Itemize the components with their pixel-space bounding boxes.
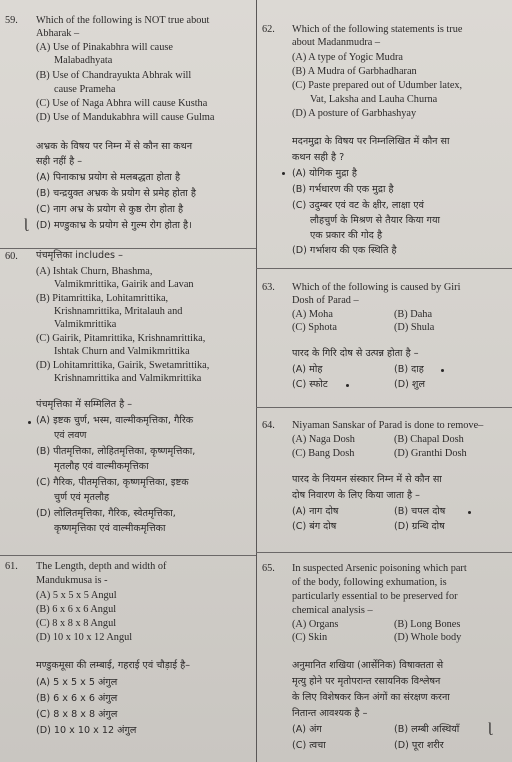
- q65-stem-line1: In suspected Arsenic poisoning which part: [292, 563, 467, 574]
- q63-option-b: (B) Daha: [394, 309, 433, 320]
- q64-hindi-option-d: (D) ग्रन्थि दोष: [394, 521, 445, 532]
- q65-stem-line2: of the body, following exhumation, is: [292, 577, 447, 588]
- q62-hindi-option-c-line3: एक प्रकार की गोद है: [310, 230, 383, 241]
- pencil-tick-mark: ɭ: [488, 721, 492, 736]
- q60-option-a-line2: Valmikmrittika, Gairik and Lavan: [54, 279, 194, 290]
- q59-option-a-line2: Malabadhyata: [54, 55, 113, 66]
- q60-option-d-line2: Krishnamrittika and Valmikmrittika: [54, 373, 202, 384]
- pencil-dot-mark: [28, 421, 31, 424]
- pencil-dot-mark: [346, 384, 349, 387]
- q65-stem-line4: chemical analysis –: [292, 605, 373, 616]
- q63-hindi-stem: पारद के गिरि दोष से उत्पन्न होता है –: [292, 348, 419, 359]
- q64-hindi-option-c: (C) बंग दोष: [292, 521, 337, 532]
- q65-hindi-stem-line1: अनुमानित शखिया (आर्सेनिक) विषाक्तता से: [292, 660, 444, 671]
- q60-hindi-stem: पंचमृत्तिका में सम्मिलित है –: [36, 399, 133, 410]
- q65-hindi-option-a: (A) अंग: [292, 724, 322, 735]
- pencil-dot-mark: [468, 511, 471, 514]
- q60-hindi-option-a-line1: (A) इष्टक चुर्ण, भस्म, वाल्मीकमृत्तिका, गैरिक: [36, 415, 194, 426]
- q61-hindi-option-a: (A) 5 x 5 x 5 अंगुल: [36, 677, 118, 688]
- q60-option-c-line2: Ishtak Churn and Valmikmrittika: [54, 346, 190, 357]
- q65-hindi-stem-line2: मृत्यु होने पर मृतोपरान्त रसायनिक विश्लेषन: [292, 676, 441, 687]
- q62-stem-line1: Which of the following statements is true: [292, 24, 463, 35]
- q63-hindi-option-a: (A) मोह: [292, 364, 323, 375]
- q62-number: 62.: [262, 24, 275, 35]
- q60-hindi-option-c-line2: चुर्ण एवं मृतलौह: [54, 492, 110, 503]
- q62-option-b: (B) A Mudra of Garbhadharan: [292, 66, 417, 77]
- q65-hindi-option-c: (C) त्वचा: [292, 740, 326, 751]
- q59-option-d: (D) Use of Mandukabhra will cause Gulma: [36, 112, 215, 123]
- q65-hindi-stem-line3: के लिए विशेषकर किन अंगों का संरक्षण करना: [292, 692, 450, 703]
- q60-stem: पंचमृत्तिका includes –: [36, 250, 123, 261]
- q62-hindi-stem-line1: मदनमुद्रा के विषय पर निम्नलिखित में कौन सा: [292, 136, 450, 147]
- q64-hindi-stem-line2: दोष निवारण के लिए किया जाता है –: [292, 490, 420, 501]
- q62-hindi-option-b: (B) गर्भधारण की एक मुद्रा है: [292, 184, 394, 195]
- q65-hindi-option-b: (B) लम्बी अस्थियाँ: [394, 724, 460, 735]
- q61-option-a: (A) 5 x 5 x 5 Angul: [36, 590, 117, 601]
- q63-stem-line1: Which of the following is caused by Giri: [292, 282, 461, 293]
- q64-stem: Niyaman Sanskar of Parad is done to remove–: [292, 420, 484, 431]
- q62-stem-line2: about Madanmudra –: [292, 37, 381, 48]
- q62-hindi-stem-line2: कथन सही है ?: [292, 152, 345, 163]
- q60-hindi-option-c-line1: (C) गैरिक, पीतमृत्तिका, कृष्णमृत्तिका, इष्टक: [36, 477, 189, 488]
- q65-hindi-option-d: (D) पूरा शरीर: [394, 740, 444, 751]
- q61-stem-line2: Mandukmusa is -: [36, 575, 108, 586]
- pencil-dot-mark: [282, 172, 285, 175]
- q62-hindi-option-a: (A) योगिक मुद्रा है: [292, 168, 357, 179]
- q64-number: 64.: [262, 420, 275, 431]
- q62-hindi-option-c-line1: (C) उदुम्बर एवं वट के क्षीर, लाक्षा एवं: [292, 200, 424, 211]
- q61-hindi-option-d: (D) 10 x 10 x 12 अंगुल: [36, 725, 137, 736]
- q60-hindi-option-b-line2: मृतलौह एवं वाल्मीकमृत्तिका: [54, 461, 149, 472]
- q62-option-d: (D) A posture of Garbhashyay: [292, 108, 417, 119]
- q65-option-c: (C) Skin: [292, 632, 328, 643]
- separator-63-64: [256, 407, 512, 408]
- q60-option-d-line1: (D) Lohitamrittika, Gairik, Swetamrittika,: [36, 360, 210, 371]
- q59-stem-line2: Abharak –: [36, 28, 80, 39]
- q59-option-b-line2: cause Prameha: [54, 84, 116, 95]
- q59-option-b-line1: (B) Use of Chandrayukta Abhrak will: [36, 70, 192, 81]
- q60-hindi-option-d-line1: (D) लोलितमृत्तिका, गैरिक, स्वेतमृत्तिका,: [36, 508, 176, 519]
- q62-hindi-option-d: (D) गर्भाशय की एक स्थिति है: [292, 245, 397, 256]
- q61-hindi-stem: मण्डुकमूसा की लम्बाई, गहराई एवं चौड़ाई है–: [36, 660, 191, 671]
- q61-option-b: (B) 6 x 6 x 6 Angul: [36, 604, 117, 615]
- q59-hindi-stem-line2: सही नहीं है –: [36, 156, 83, 167]
- q61-number: 61.: [5, 561, 18, 572]
- q61-hindi-option-b: (B) 6 x 6 x 6 अंगुल: [36, 693, 118, 704]
- q64-hindi-option-a: (A) नाग दोष: [292, 506, 339, 517]
- q60-number: 60.: [5, 251, 18, 262]
- separator-64-65: [256, 552, 512, 553]
- q61-hindi-option-c: (C) 8 x 8 x 8 अंगुल: [36, 709, 118, 720]
- q60-option-a-line1: (A) Ishtak Churn, Bhashma,: [36, 266, 153, 277]
- separator-62-63: [256, 268, 512, 269]
- q61-option-c: (C) 8 x 8 x 8 Angul: [36, 618, 117, 629]
- q64-hindi-option-b: (B) चपल दोष: [394, 506, 446, 517]
- q63-option-d: (D) Shula: [394, 322, 435, 333]
- q59-hindi-stem-line1: अभ्रक के विषय पर निम्न में से कौन सा कथन: [36, 141, 193, 152]
- q63-hindi-option-d: (D) शुल: [394, 379, 425, 390]
- q60-option-c-line1: (C) Gairik, Pitamrittika, Krishnamrittika,: [36, 333, 206, 344]
- q65-number: 65.: [262, 563, 275, 574]
- q63-hindi-option-b: (B) दाह: [394, 364, 424, 375]
- q62-option-a: (A) A type of Yogic Mudra: [292, 52, 403, 63]
- q62-option-c-line2: Vat, Laksha and Lauha Churna: [310, 94, 438, 105]
- pencil-dot-mark: [441, 369, 444, 372]
- q60-hindi-option-a-line2: एवं लवण: [54, 430, 87, 441]
- q63-hindi-option-c: (C) स्फोट: [292, 379, 328, 390]
- q59-number: 59.: [5, 15, 18, 26]
- q62-hindi-option-c-line2: लौहचुर्ण के मिश्रण से तैयार किया गया: [310, 215, 441, 226]
- q64-option-a: (A) Naga Dosh: [292, 434, 355, 445]
- q60-option-b-line1: (B) Pitamrittika, Lohitamrittika,: [36, 293, 169, 304]
- q65-option-d: (D) Whole body: [394, 632, 462, 643]
- q59-hindi-option-d: (D) मण्डुकाभ्र के प्रयोग से गुल्म रोग होता है।: [36, 220, 192, 231]
- q59-option-a-line1: (A) Use of Pinakabhra will cause: [36, 42, 173, 53]
- q65-stem-line3: particularly essential to be preserved for: [292, 591, 458, 602]
- pencil-tick-mark: ɭ: [24, 217, 28, 232]
- q64-hindi-stem-line1: पारद के नियमन संस्कार निम्न में से कौन सा: [292, 474, 442, 485]
- q59-hindi-option-a: (A) पिनाकाभ्र प्रयोग से मलबद्धता होता है: [36, 172, 181, 183]
- q59-option-c: (C) Use of Naga Abhra will cause Kustha: [36, 98, 208, 109]
- q60-hindi-option-b-line1: (B) पीतमृत्तिका, लोहितमृत्तिका, कृष्णमृत्तिका,: [36, 446, 196, 457]
- q63-number: 63.: [262, 282, 275, 293]
- q60-option-b-line3: Valmikmrittika: [54, 319, 117, 330]
- q59-stem-line1: Which of the following is NOT true about: [36, 15, 210, 26]
- q60-option-b-line2: Krishnamrittika, Mritalauh and: [54, 306, 183, 317]
- separator-59-60: [0, 248, 256, 249]
- q62-option-c-line1: (C) Paste prepared out of Udumber latex,: [292, 80, 463, 91]
- q61-stem-line1: The Length, depth and width of: [36, 561, 167, 572]
- q64-option-d: (D) Granthi Dosh: [394, 448, 467, 459]
- q60-hindi-option-d-line2: कृष्णमृत्तिका एवं वाल्मीकमृत्तिका: [54, 523, 166, 534]
- q65-hindi-stem-line4: नितान्त आवश्यक है –: [292, 708, 368, 719]
- q63-option-c: (C) Sphota: [292, 322, 337, 333]
- q59-hindi-option-b: (B) चन्द्रयुक्त अभ्रक के प्रयोग से प्रमेह होता है: [36, 188, 196, 199]
- q63-option-a: (A) Moha: [292, 309, 333, 320]
- q65-option-a: (A) Organs: [292, 619, 339, 630]
- q65-option-b: (B) Long Bones: [394, 619, 461, 630]
- q59-hindi-option-c: (C) नाग अभ्र के प्रयोग से कुष्ठ रोग होता है: [36, 204, 184, 215]
- q63-stem-line2: Dosh of Parad –: [292, 295, 359, 306]
- q64-option-b: (B) Chapal Dosh: [394, 434, 464, 445]
- column-divider: [256, 0, 257, 762]
- separator-60-61: [0, 555, 256, 556]
- q61-option-d: (D) 10 x 10 x 12 Angul: [36, 632, 133, 643]
- q64-option-c: (C) Bang Dosh: [292, 448, 355, 459]
